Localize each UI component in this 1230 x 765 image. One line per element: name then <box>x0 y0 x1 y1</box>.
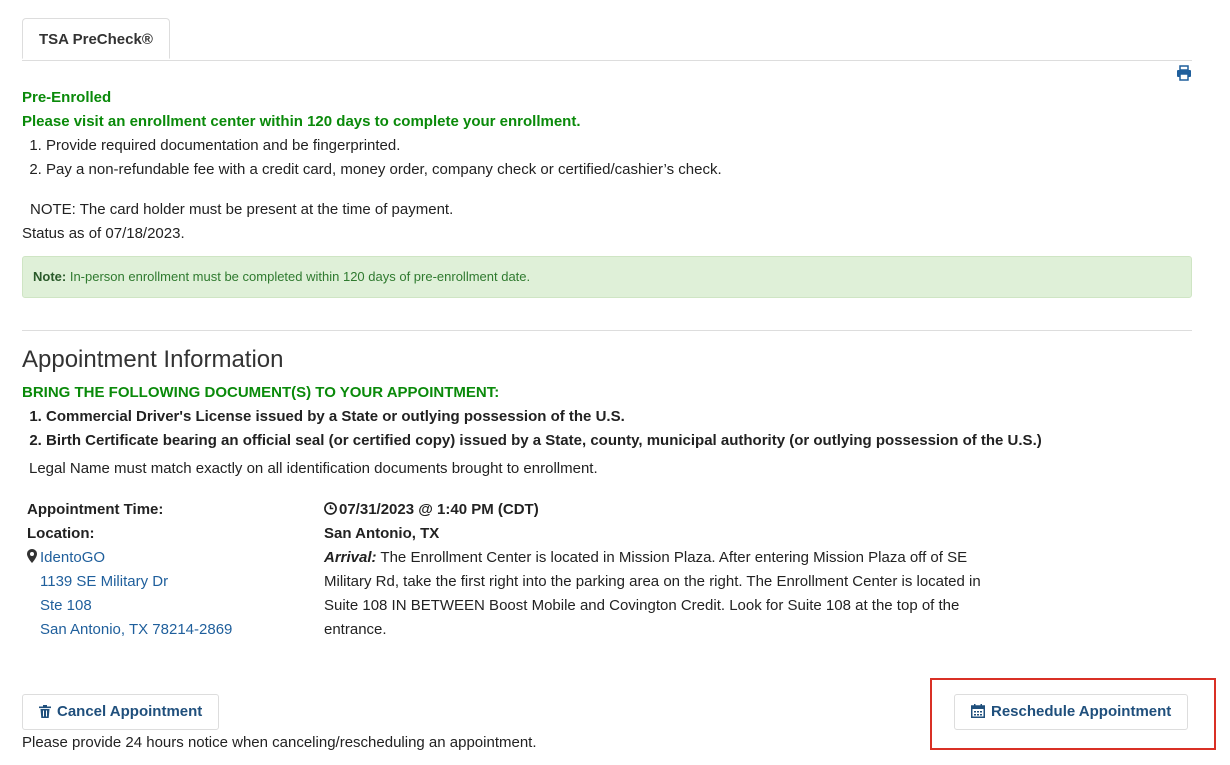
list-item: 2. Birth Certificate bearing an official seal (or certified copy) issued by a State, county, municipal authority (or outlying possession of the U.S.) <box>46 429 1192 453</box>
note-text: In-person enrollment must be completed within 120 days of pre-enrollment date. <box>66 269 531 284</box>
status-steps <box>22 134 1192 182</box>
cancel-appointment-button[interactable] <box>22 694 219 730</box>
list-item: 2. Pay a non-refundable fee with a credit card, money order, company check or certified/cashier’s check. <box>46 158 1192 182</box>
arrival-instructions <box>324 546 994 642</box>
map-marker-icon <box>27 549 37 563</box>
address-line-3[interactable]: San Antonio, TX 78214-2869 <box>40 621 233 638</box>
enrollment-note-box <box>22 256 1192 298</box>
calendar-icon <box>971 704 985 718</box>
status-title: Pre-Enrolled <box>22 89 112 106</box>
address-line-1[interactable]: 1139 SE Military Dr <box>40 573 169 590</box>
center-name-link[interactable]: IdentoGO <box>40 549 106 566</box>
arrival-text: The Enrollment Center is located in Mission Plaza. After entering Mission Plaza off of SE Military Rd, take the first right into the parking area on the right. The Enrollment Center is located in Suite 108 IN BETWEEN Boost Mobile and Covington Credit. Look for Suite 108 at the top of the entrance. <box>324 549 981 638</box>
legal-name-note: Legal Name must match exactly on all identification documents brought to enrollment. <box>29 460 598 477</box>
tab-bar <box>22 18 1192 61</box>
appointment-time-label: Appointment Time: <box>27 501 164 518</box>
details-values <box>324 498 994 642</box>
list-item: 1. Commercial Driver's License issued by a State or outlying possession of the U.S. <box>46 405 1192 429</box>
documents-list <box>22 405 1192 453</box>
tab-tsa-precheck[interactable]: TSA PreCheck® <box>22 18 170 59</box>
location-city: San Antonio, TX <box>324 525 440 542</box>
location-label: Location: <box>27 525 95 542</box>
print-icon[interactable] <box>1176 65 1192 81</box>
cancellation-notice: Please provide 24 hours notice when canceling/rescheduling an appointment. <box>22 734 537 751</box>
status-instruction: Please visit an enrollment center within 120 days to complete your enrollment. <box>22 113 581 130</box>
appointment-time-row <box>324 498 994 522</box>
divider <box>22 330 1192 331</box>
payment-note: NOTE: The card holder must be present at the time of payment. <box>30 201 454 218</box>
reschedule-appointment-button[interactable] <box>954 694 1188 730</box>
status-date: Status as of 07/18/2023. <box>22 225 185 242</box>
cancel-button-label: Cancel Appointment <box>57 703 203 720</box>
appointment-time-value: 07/31/2023 @ 1:40 PM (CDT) <box>339 501 539 518</box>
documents-section <box>22 381 1192 481</box>
bring-documents-heading: BRING THE FOLLOWING DOCUMENT(S) TO YOUR APPOINTMENT: <box>22 384 500 401</box>
center-name-row <box>27 546 307 570</box>
arrival-label: Arrival: <box>324 549 377 566</box>
note-label: Note: <box>33 269 67 284</box>
details-labels <box>27 498 307 642</box>
trash-icon <box>39 705 51 718</box>
list-item: 1. Provide required documentation and be fingerprinted. <box>46 134 1192 158</box>
appointment-title: Appointment Information <box>22 346 284 373</box>
address-line-2[interactable]: Ste 108 <box>40 597 92 614</box>
reschedule-button-label: Reschedule Appointment <box>991 703 1172 720</box>
status-section <box>22 86 1192 246</box>
clock-icon <box>324 502 337 515</box>
